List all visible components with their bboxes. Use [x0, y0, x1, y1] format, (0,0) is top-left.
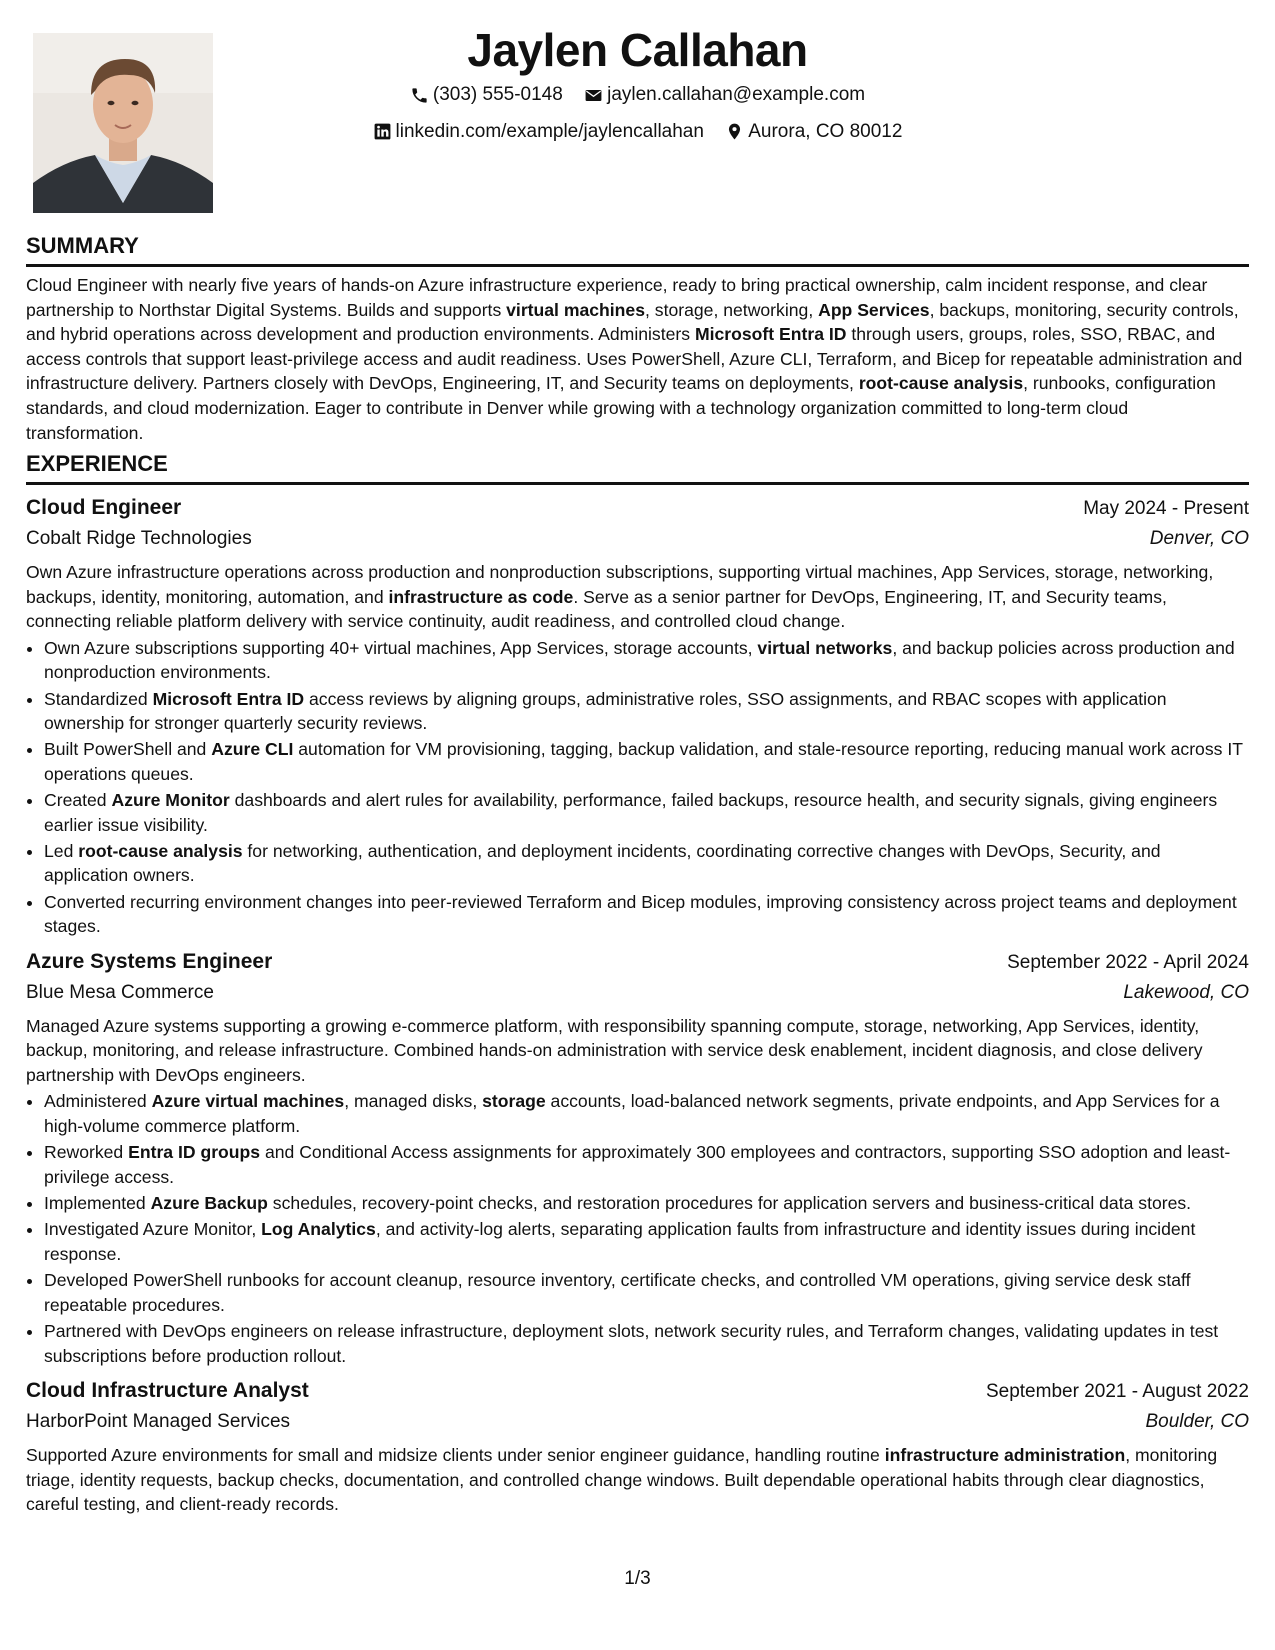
text-run: Supported Azure environments for small and midsize clients under senior engineer guidance, handling routine: [26, 1444, 885, 1465]
job-title: Cloud Infrastructure Analyst: [26, 1378, 309, 1402]
text-run: Managed Azure systems supporting a growing e-commerce platform, with responsibility spanning compute, storage, networking, App Services, identity, backup, monitoring, and release infrastructure. Combined hands-on administration with service desk enablement, incident diagnosis, and close delivery partnership with DevOps engineers.: [26, 1015, 1203, 1085]
bold-phrase: root-cause analysis: [78, 841, 243, 862]
phone-text: (303) 555-0148: [432, 84, 563, 105]
text-run: , runbooks, configuration standards, and cloud modernization. Eager to contribute in Denver while growing with a technology organization committed to long-term cloud transformation.: [26, 373, 1216, 443]
text-run: Implemented: [44, 1193, 151, 1214]
text-run: for networking, authentication, and deployment incidents, coordinating corrective changes with DevOps, Security, and application owners.: [44, 841, 1161, 886]
text-run: through users, groups, roles, SSO, RBAC, and access controls that support least-privilege access and audit readiness. Uses PowerShell, Azure CLI, Terraform, and Bicep for repeatable administration and infrastructure delivery. Partners closely with DevOps, Engineering, IT, and Security teams on deployments,: [26, 324, 1243, 394]
job-summary: [26, 560, 1249, 634]
job-entry: [26, 947, 1249, 1368]
text-run: Partnered with DevOps engineers on release infrastructure, deployment slots, network security rules, and Terraform changes, validating updates in test subscriptions before production rollout.: [44, 1321, 1219, 1366]
job-dates: September 2022 - April 2024: [1007, 951, 1249, 973]
bold-phrase: Azure Backup: [150, 1193, 268, 1214]
linkedin-icon: [373, 122, 392, 141]
text-run: , backups, monitoring, security controls, and hybrid operations across development and production environments. Administers: [26, 299, 1239, 345]
text-run: access reviews by aligning groups, administrative roles, SSO assignments, and RBAC scopes with application ownership for stronger quarterly security reviews.: [44, 688, 1167, 733]
job-company: HarborPoint Managed Services: [26, 1410, 291, 1432]
email-contact[interactable]: [584, 80, 865, 110]
linkedin-text[interactable]: linkedin.com/example/jaylencallahan: [395, 120, 704, 142]
map-pin-icon: [725, 122, 744, 141]
bold-phrase: Azure virtual machines: [151, 1091, 345, 1112]
text-run: Led: [44, 841, 79, 862]
summary-heading: SUMMARY: [26, 232, 1249, 267]
job-list: [26, 493, 1249, 1517]
bold-phrase: virtual machines: [506, 299, 645, 320]
summary-section: [26, 232, 1249, 445]
bold-phrase: Azure CLI: [211, 739, 294, 760]
contact-line-1: [0, 80, 1275, 115]
job-bullets: [26, 636, 1249, 939]
job-company: Cobalt Ridge Technologies: [26, 528, 252, 549]
text-run: Standardized: [44, 688, 153, 709]
bold-phrase: Azure Monitor: [111, 790, 230, 811]
text-run: , and backup policies across production and nonproduction environments.: [44, 637, 1235, 683]
job-dates: September 2021 - August 2022: [985, 1380, 1249, 1402]
text-run: , storage, networking,: [645, 299, 819, 320]
job-summary: [26, 1443, 1249, 1517]
list-item: [44, 1089, 1249, 1138]
contact-line-2: [0, 117, 1275, 152]
summary-text: [26, 273, 1249, 445]
candidate-name: Jaylen Callahan: [467, 24, 808, 76]
job-location: Boulder, CO: [1145, 1410, 1249, 1432]
page-number: 1/3: [624, 1568, 651, 1589]
text-run: Developed PowerShell runbooks for account cleanup, resource inventory, certificate checks, and controlled VM operations, giving service desk staff repeatable procedures.: [44, 1270, 1191, 1315]
list-item: [44, 636, 1249, 685]
location-text: Aurora, CO 80012: [748, 120, 903, 142]
list-item: [44, 1191, 1249, 1215]
list-item: [44, 737, 1249, 786]
list-item: [44, 890, 1249, 939]
job-location: Lakewood, CO: [1123, 981, 1249, 1003]
text-run: Own Azure infrastructure operations across production and nonproduction subscriptions, supporting virtual machines, App Services, storage, networking, backups, identity, monitoring, automation, and: [26, 562, 1214, 607]
job-location: Denver, CO: [1149, 528, 1249, 549]
job-entry: [26, 493, 1249, 939]
text-run: automation for VM provisioning, tagging, backup validation, and stale-resource reporting, reducing manual work across IT operations queues.: [44, 739, 1243, 784]
job-title-row: [26, 947, 1249, 978]
experience-section: [26, 450, 1249, 1517]
text-run: Investigated Azure Monitor,: [44, 1219, 262, 1240]
bold-phrase: infrastructure as code: [388, 586, 574, 607]
job-title: Azure Systems Engineer: [26, 949, 273, 973]
bold-phrase: Entra ID groups: [128, 1142, 261, 1163]
resume-header: [0, 22, 1275, 151]
text-run: and Conditional Access assignments for approximately 300 employees and contractors, supporting SSO adoption and least-privilege access.: [44, 1142, 1231, 1187]
text-run: Cloud Engineer with nearly five years of hands-on Azure infrastructure experience, ready to bring practical ownership, calm incident response, and clear partnership to Northstar Digital Systems. Builds and supports: [26, 275, 1208, 320]
list-item: [44, 1268, 1249, 1317]
linkedin-contact[interactable]: [373, 117, 704, 147]
job-company-row: [26, 978, 1249, 1008]
phone-icon: [410, 86, 429, 105]
location-contact: [725, 117, 902, 147]
bold-phrase: App Services: [818, 299, 930, 320]
envelope-icon: [584, 86, 603, 105]
job-entry: [26, 1376, 1249, 1517]
bold-phrase: virtual networks: [757, 637, 893, 658]
list-item: [44, 1217, 1249, 1266]
text-run: Converted recurring environment changes into peer-reviewed Terraform and Bicep modules, improving consistency across project teams and deployment stages.: [44, 891, 1237, 937]
job-title-row: [26, 1376, 1249, 1407]
experience-heading: EXPERIENCE: [26, 450, 1249, 485]
bold-phrase: Microsoft Entra ID: [694, 324, 847, 345]
text-run: accounts, load-balanced network segments, private endpoints, and App Services for a high-volume commerce platform.: [44, 1091, 1220, 1136]
list-item: [44, 839, 1249, 888]
text-run: , monitoring triage, identity requests, backup checks, documentation, and controlled change windows. Built dependable operational habits through clear diagnostics, careful testing, and client-ready records.: [26, 1444, 1218, 1515]
job-company-row: [26, 1407, 1249, 1437]
text-run: Created: [44, 790, 112, 811]
job-title: Cloud Engineer: [26, 496, 182, 519]
bold-phrase: Log Analytics: [261, 1219, 376, 1240]
text-run: . Serve as a senior partner for DevOps, Engineering, IT, and Security teams, connecting reliable platform delivery with service continuity, audit readiness, and controlled cloud change.: [26, 586, 1167, 632]
bold-phrase: storage: [482, 1091, 546, 1112]
text-run: Reworked: [44, 1142, 129, 1163]
text-run: schedules, recovery-point checks, and restoration procedures for application servers and business-critical data stores.: [267, 1193, 1192, 1214]
list-item: [44, 1319, 1249, 1368]
bold-phrase: Microsoft Entra ID: [152, 688, 305, 709]
job-title-row: [26, 493, 1249, 524]
bold-phrase: infrastructure administration: [884, 1444, 1126, 1465]
job-summary: [26, 1014, 1249, 1088]
list-item: [44, 788, 1249, 837]
list-item: [44, 687, 1249, 736]
phone-contact: [410, 80, 563, 110]
text-run: Built PowerShell and: [44, 739, 212, 760]
text-run: Administered: [44, 1091, 152, 1112]
bold-phrase: root-cause analysis: [858, 373, 1024, 394]
job-company: Blue Mesa Commerce: [26, 981, 214, 1003]
text-run: dashboards and alert rules for availability, performance, failed backups, resource health, and security signals, giving engineers earlier issue visibility.: [44, 790, 1218, 835]
email-text[interactable]: jaylen.callahan@example.com: [607, 84, 866, 105]
job-dates: May 2024 - Present: [1083, 498, 1249, 519]
text-run: , managed disks,: [344, 1091, 483, 1112]
text-run: Own Azure subscriptions supporting 40+ virtual machines, App Services, storage accounts,: [44, 637, 758, 658]
list-item: [44, 1140, 1249, 1189]
text-run: , and activity-log alerts, separating application faults from infrastructure and identity issues during incident response.: [44, 1219, 1196, 1264]
job-company-row: [26, 524, 1249, 554]
job-bullets: [26, 1089, 1249, 1367]
